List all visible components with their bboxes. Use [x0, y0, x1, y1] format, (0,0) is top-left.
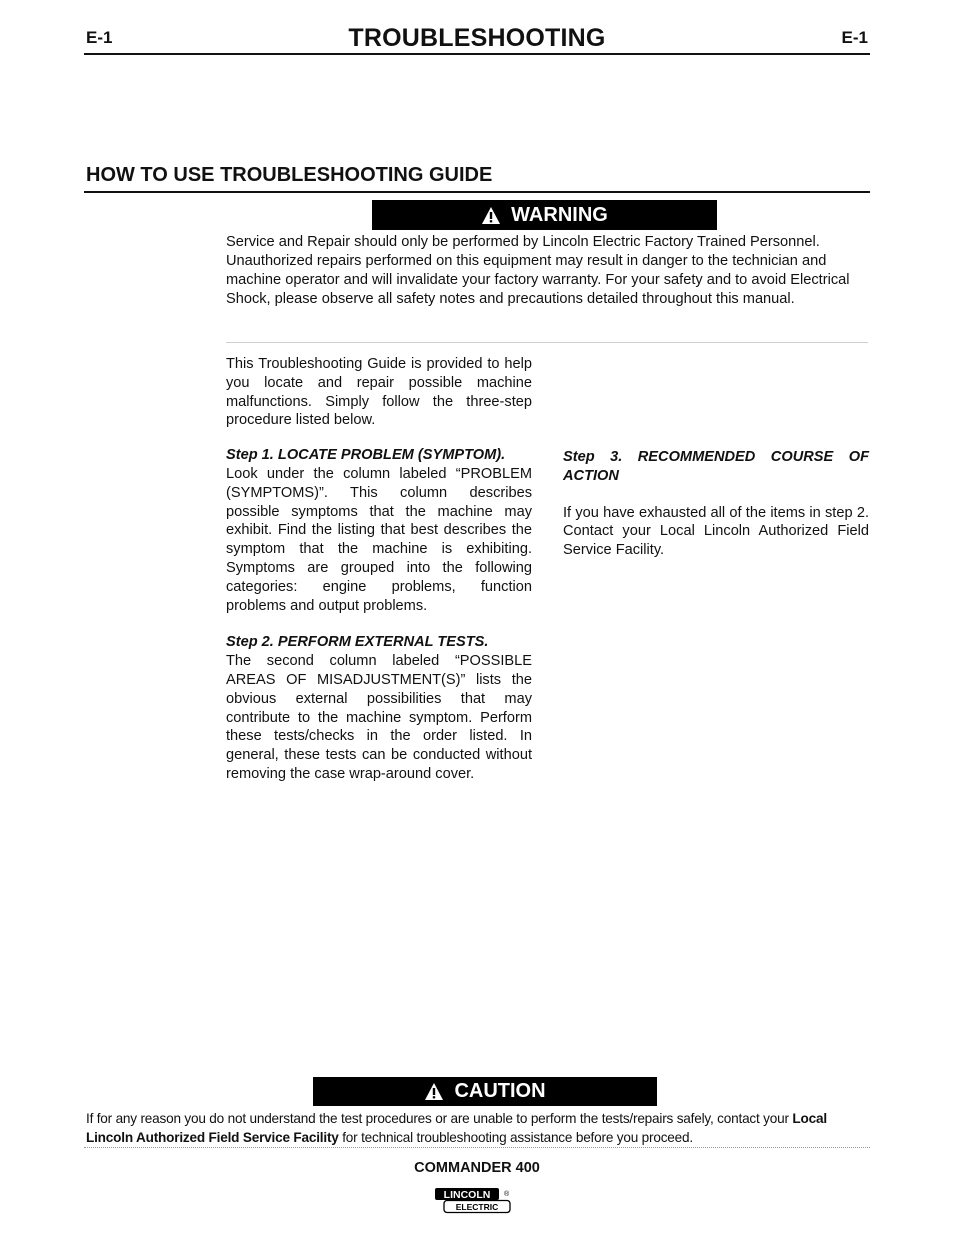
step2-text: The second column labeled “POSSIBLE AREAS OF MISADJUSTMENT(S)” lists the obvious external possibilities that may contribute to the machine symptom. Perform these tests/checks in the order listed. In general, these tests can be conducted without removing the case wrap-around cover. [226, 653, 532, 782]
warning-text: Service and Repair should only be performed by Lincoln Electric Factory Trained Personnel. Unauthorized repairs performed on this equipment may result in danger to the technician and machine operator and will invalidate your factory warranty. For your safety and to avoid Electrical Shock, please observe all safety notes and precautions detailed throughout this manual. [226, 234, 850, 307]
caution-text [86, 1109, 870, 1147]
step1-text: Look under the column labeled “PROBLEM (SYMPTOMS)”. This column describes possible symptoms that the machine may exhibit. Find the listing that best describes the symptom that the machine is exhibiting. Symptoms are grouped into the following categories: engine problems, function problems and output problems. [226, 465, 532, 614]
warning-triangle-icon [481, 206, 501, 225]
guide-left-column [226, 355, 532, 784]
logo-bottom-text: ELECTRIC [455, 1202, 499, 1212]
caution-text-bold: Local Lincoln Authorized Field Service Facility [86, 1111, 827, 1145]
caution-text-before: If for any reason you do not understand the test procedures or are unable to perform the tests/repairs safely, contact your [86, 1111, 793, 1126]
caution-banner [313, 1077, 657, 1106]
header-rule [84, 53, 870, 55]
footer-rule [84, 1147, 870, 1148]
step3-title: Step 3. RECOMMENDED COURSE OF ACTION [563, 449, 869, 484]
caution-text-after: for technical troubleshooting assistance before you proceed. [338, 1130, 693, 1145]
logo-top-text: LINCOLN [443, 1189, 491, 1201]
warning-banner [372, 200, 717, 230]
caution-label: CAUTION [454, 1080, 546, 1102]
step2-title: Step 2. PERFORM EXTERNAL TESTS. [226, 634, 489, 651]
page-number-right: E-1 [841, 28, 868, 47]
section-heading: HOW TO USE TROUBLESHOOTING GUIDE [86, 164, 493, 186]
step3-text: If you have exhausted all of the items in step 2. Contact your Local Lincoln Authorized Field Service Facility. [563, 504, 869, 559]
section-rule [84, 191, 870, 193]
step1-title: Step 1. LOCATE PROBLEM (SYMPTOM). [226, 447, 506, 464]
logo-registered-mark: ® [504, 1191, 510, 1198]
warning-label: WARNING [511, 203, 608, 226]
guide-intro: This Troubleshooting Guide is provided to help you locate and repair possible machine malfunctions. Simply follow the three-step procedure listed below. [226, 356, 532, 429]
model-name: COMMANDER 400 [414, 1160, 540, 1176]
page-title: TROUBLESHOOTING [348, 24, 606, 52]
guide-right-column [563, 448, 869, 560]
page-number-left: E-1 [86, 28, 113, 47]
lincoln-electric-logo [434, 1187, 514, 1220]
divider [226, 342, 868, 343]
caution-triangle-icon [424, 1082, 444, 1101]
